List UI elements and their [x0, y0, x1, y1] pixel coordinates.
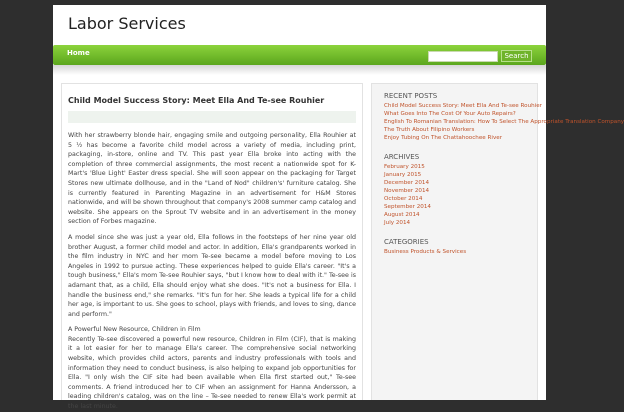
post-paragraph: With her strawberry blonde hair, engaging smile and outgoing personality, Ella Rouhier at 5 ½ has become a favorite child model across a variety of media, including print, packaging, in-store, online and TV. This past year Ella broke into acting with the completion of three commercial assignments, the most recent a nationwide spot for K-Mart's 'Blue Light' Easter dress special. She will soon appear on the packaging for Target Stores new ultimate dollhouse, and in the "Land of Nod" children's' furniture catalog. She is currently featured in Parenting Magazine in an advertisement for H&M Stores nationwide, and will be shown throughout that company's 2008 summer camp catalog and website. She appears on the Sprout TV website and in an advertisement in the money section of Forbes magazine. [68, 132, 356, 226]
archives-title: ARCHIVES [384, 153, 420, 161]
recent-post-link[interactable]: The Truth About Filipino Workers [384, 127, 475, 133]
archive-link[interactable]: December 2014 [384, 180, 430, 186]
main-content [61, 83, 363, 411]
post-title[interactable]: Child Model Success Story: Meet Ella And Te-see Rouhier [68, 96, 325, 105]
recent-post-link[interactable]: Enjoy Tubing On The Chattahoochee River [384, 135, 503, 141]
post-meta-bar [68, 111, 356, 123]
archive-link[interactable]: September 2014 [384, 204, 431, 210]
post-subheading: A Powerful New Resource, Children in Film [68, 326, 201, 334]
archive-link[interactable]: August 2014 [384, 212, 420, 218]
search-input[interactable] [428, 51, 498, 62]
archive-link[interactable]: November 2014 [384, 188, 430, 194]
page [53, 5, 624, 411]
nav-shadow [53, 65, 546, 75]
archive-link[interactable]: January 2015 [384, 172, 422, 178]
archive-link[interactable]: October 2014 [384, 196, 423, 202]
archive-link[interactable]: February 2015 [384, 164, 425, 170]
sidebar [371, 83, 624, 400]
categories-title: CATEGORIES [384, 238, 429, 246]
archive-link[interactable]: July 2014 [384, 220, 411, 226]
recent-post-link[interactable]: Child Model Success Story: Meet Ella And Te-see Rouhier [384, 103, 542, 109]
post-paragraph: A model since she was just a year old, Ella follows in the footsteps of her nine year old brother August, a former child model and actor. In addition, Ella's grandparents worked in the film industry in NYC and her mom Te-see became a model before moving to Los Angeles in 1992 to pursue acting. These experiences helped to guide Ella's career. "It's a tough business," Ella's mom Te-see Rouhier says, "but I know how to deal with it." Te-see is adamant that, as a child, Ella should enjoy what she does. "It's not a business for Ella. I handle the business end," she remarks. "It's fun for her. She leads a typical life for a child her age, is important to us. She goes to school, plays with friends, and loves to sing, dance and perform." [68, 233, 356, 318]
recent-posts-title: RECENT POSTS [384, 92, 438, 100]
nav-home-link[interactable]: Home [67, 49, 90, 57]
site-title[interactable]: Labor Services [68, 14, 186, 33]
categories-widget [384, 238, 525, 256]
recent-posts-widget [384, 92, 624, 142]
post-body [68, 131, 356, 412]
category-link[interactable]: Business Products & Services [384, 249, 467, 255]
recent-post-link[interactable]: What Goes Into The Cost Of Your Auto Repairs? [384, 111, 516, 117]
post-paragraph: Recently Te-see discovered a powerful new resource, Children in Film (CIF), that is making it a lot easier for her to manage Ella's career. The comprehensive social networking website, which provides child actors, parents and industry professionals with tools and information they need to conduct business, is also helping to expand job opportunities for Ella. "I only wish the CIF site had been available when Ella first started out," Te-see comments. A friend introduced her to CIF when an assignment for Hanna Andersson, a leading children's catalog, was on the line – Te-see needed to renew Ella's work permit at the last minute. [68, 335, 356, 411]
archives-widget [384, 153, 525, 227]
nav-bar [53, 45, 546, 65]
recent-post-link[interactable]: English To Romanian Translation: How To Select The Appropriate Translation Company [384, 119, 624, 125]
search-button[interactable]: Search [501, 50, 532, 62]
